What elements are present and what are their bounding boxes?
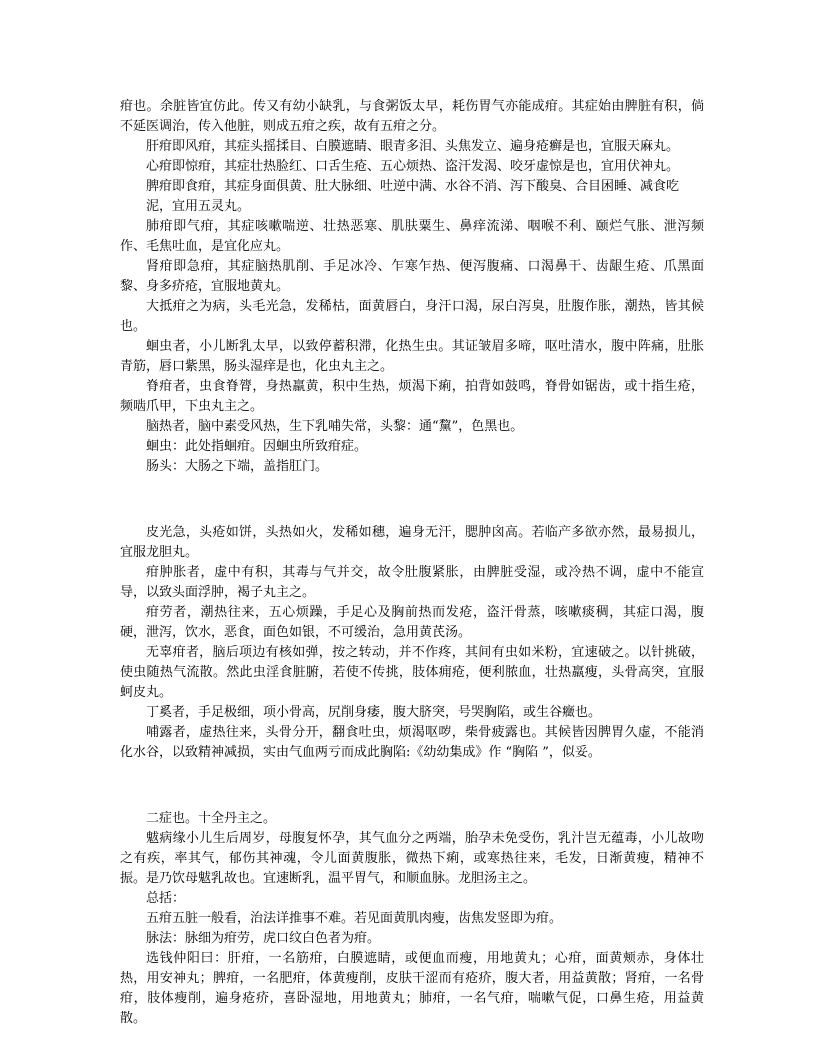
paragraph: 脑热者，脑中素受风热，生下乳哺失常，头黎：通“黧”，色黑也。	[146, 419, 524, 434]
paragraph: 泥，宜用五灵丸。	[146, 199, 251, 214]
paragraph: 疳也。余脏皆宜仿此。传又有幼小缺乳，与食粥饭太早，耗伤胃气亦能成疳。其症始由脾脏有积，倘不延医调治，传入他脏，则成五疳之疾，故有五疳之分。	[120, 99, 704, 134]
paragraph: 肠头：大肠之下端，盖指肛门。	[146, 459, 329, 474]
paragraph: 丁奚者，手足极细，项小骨高，尻削身痿，腹大脐突，号哭胸陷，或生谷癥也。	[146, 705, 602, 720]
paragraph: 魃病缘小儿生后周岁，母腹复怀孕，其气血分之两端，胎孕未免受伤，乳汁岂无蕴毒，小儿故吻之有疾，率其气，郁伤其神魂，令儿面黄腹胀，微热下痢，或寒热往来，毛发，日渐黄瘦，精神不振。是乃饮母魃乳故也。宜速断乳，温平胃气，和顺血脉。龙胆汤主之。	[120, 831, 704, 886]
blank-line	[120, 490, 704, 510]
paragraph: 大抵疳之为病，头毛光急，发稀枯，面黄唇白，身汗口渴，尿白泻臭，肚腹作胀，潮热，皆其候也。	[120, 299, 704, 334]
paragraph: 脉法：脉细为疳劳，虎口纹白色者为疳。	[146, 931, 381, 946]
paragraph: 哺露者，虚热往来，头骨分开，翻食吐虫，烦渴呕哕，柴骨疲露也。其候皆因脾胃久虚，不能消化水谷，以致精神减损，实由气血两亏而成此胸陷:《幼幼集成》作 “胸陷 ”，似妥。	[120, 725, 704, 760]
paragraph: 肝疳即风疳，其症头摇揉目、白膜遮睛、眼青多泪、头焦发立、遍身疮癣是也，宜服天麻丸。	[146, 139, 680, 154]
blank-line	[120, 776, 704, 796]
paragraph: 二症也。十全丹主之。	[146, 811, 277, 826]
paragraph: 疳劳者，潮热往来，五心烦躁，手足心及胸前热而发疮，盗汗骨蒸，咳嗽痰稠，其症口渴，腹硬，泄泻，饮水，恶食，面色如银，不可缓治，急用黄芪汤。	[120, 605, 704, 640]
paragraph: 五疳五脏一般看，治法详推事不难。若见面黄肌肉瘦，齿焦发竖即为疳。	[146, 911, 563, 926]
paragraph: 心疳即惊疳，其症壮热脸红、口舌生疮、五心烦热、盗汗发渴、咬牙虚惊是也，宜用伏神丸。	[146, 159, 680, 174]
paragraph: 疳肿胀者，虚中有积，其毒与气并交，故令肚腹紧胀，由脾脏受湿，或冷热不调，虚中不能宣导，以致头面浮肿，褐子丸主之。	[120, 565, 704, 600]
paragraph: 选钱仲阳曰：肝疳，一名筋疳，白膜遮睛，或便血而瘦，用地黄丸；心疳，面黄颊赤，身体壮热，用安神丸；脾疳，一名肥疳，体黄瘦削，皮肤干涩而有疮疥，腹大者，用益黄散；肾疳，一名骨疳，肢体瘦削，遍身疮疥，喜卧湿地，用地黄丸；肺疳，一名气疳，喘嗽气促，口鼻生疮，用益黄散。	[120, 951, 704, 1026]
paragraph: 总括：	[146, 891, 186, 906]
paragraph: 蛔虫：此处指蛔疳。因蛔虫所致疳症。	[146, 439, 368, 454]
paragraph: 皮光急，头疮如饼，头热如火，发稀如穗，遍身无汗，腮肿囟高。若临产多欲亦然，最易损儿，宜服龙胆丸。	[120, 525, 704, 560]
paragraph: 肾疳即急疳，其症脑热肌削、手足冰冷、乍寒乍热、便泻腹痛、口渴鼻干、齿龈生疮、爪黑面黎、身多疥疮，宜服地黄丸。	[120, 259, 704, 294]
document-body	[120, 97, 704, 1029]
paragraph: 无辜疳者，脑后项边有核如弹，按之转动，并不作疼，其间有虫如米粉，宜速破之。以针挑破，使虫随热气流散。然此虫淫食脏腑，若使不传挑，肢体痈疮，便利脓血，壮热羸瘦，头骨高突，宜服蚵皮丸。	[120, 645, 704, 700]
paragraph: 肺疳即气疳，其症咳嗽喘逆、壮热恶寒、肌肤粟生、鼻痒流涕、咽喉不利、颐烂气胀、泄泻频作、毛焦吐血，是宜化应丸。	[120, 219, 704, 254]
paragraph: 脾疳即食疳，其症身面俱黄、肚大脉细、吐逆中满、水谷不消、泻下酸臭、合目困睡、减食吃	[146, 179, 680, 194]
paragraph: 蛔虫者，小儿断乳太早，以致停蓄积滞，化热生虫。其证皱眉多啼，呕吐清水，腹中阵痛，肚胀青筋，唇口紫黑，肠头湿痒是也，化虫丸主之。	[120, 339, 704, 374]
paragraph: 脊疳者，虫食脊膂，身热羸黄，积中生热，烦渴下痢，拍背如鼓鸣，脊骨如锯齿，或十指生疮，频啮爪甲，下虫丸主之。	[120, 379, 704, 414]
